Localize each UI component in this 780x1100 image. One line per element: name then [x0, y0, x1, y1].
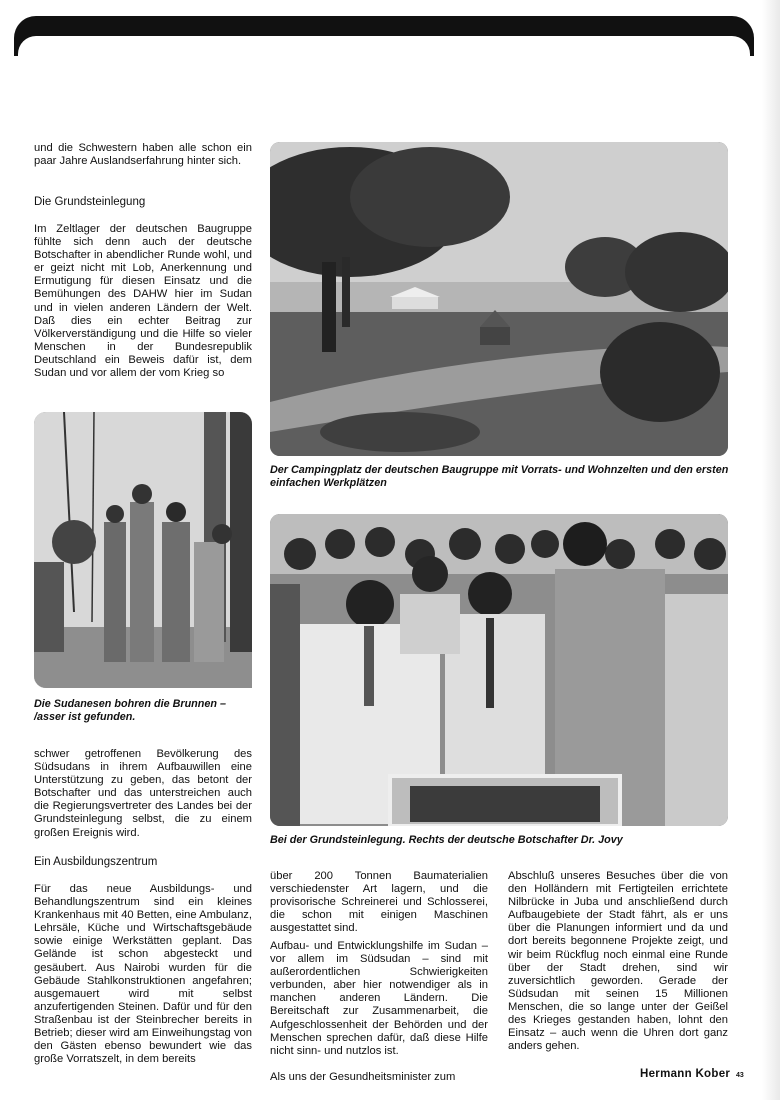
- caption-campsite: Der Campingplatz der deutschen Baugruppe mit Vorrats- und Wohnzelten und den ersten einfachen Werkplätzen: [270, 464, 729, 489]
- col2-paragraph-2: Aufbau- und Entwicklungshilfe im Sudan – vor allem im Südsudan – sind mit außerordentlichen Schwierigkeiten verbunden, aber hier notwendiger als in manchen anderen Ländern. Die Bereitschaft zur Zusammenarbeit, die Aufgeschlossenheit der Behörden und der Menschen sprechen dafür, daß diese Hilfe nicht sinn- und nutzlos ist.: [270, 940, 488, 1057]
- col2-paragraph-1: über 200 Tonnen Baumaterialien verschiedenster Art lagern, und die provisorische Schreinerei und Schlosserei, die schon mit einigen Maschinen ausgestattet sind.: [270, 870, 488, 935]
- page-number: 43: [736, 1072, 744, 1079]
- col1-paragraph-1: und die Schwestern haben alle schon ein paar Jahre Auslandserfahrung hinter sich.: [34, 142, 252, 168]
- photo-campsite: [270, 142, 728, 456]
- heading-grundsteinlegung: Die Grundsteinlegung: [34, 196, 146, 208]
- heading-ausbildungszentrum: Ein Ausbildungszentrum: [34, 856, 158, 868]
- caption-well-drilling: Die Sudanesen bohren die Brunnen – /asser ist gefunden.: [34, 698, 226, 723]
- photo-ceremony: [270, 514, 728, 826]
- col2-paragraph-3: Als uns der Gesundheitsminister zum: [270, 1071, 456, 1083]
- caption-ceremony: Bei der Grundsteinlegung. Rechts der deutsche Botschafter Dr. Jovy: [270, 834, 623, 846]
- photo-well-drilling: [34, 412, 252, 688]
- col1-paragraph-4: Für das neue Ausbildungs- und Behandlungszentrum sind ein kleines Krankenhaus mit 40 Betten, eine Ambulanz, Lehrsäle, Küche und Wirtschaftsgebäude sowie einige Werkstätten geplant. Das Gelände ist schon abgesteckt und gesäubert. Aus Nairobi wurden für die Gebäude Stahlkonstruktionen angefahren; ausgemauert wird mit selbst anzufertigenden Steinen. Dafür und für den Straßenbau ist der Steinbrecher bereits in Betrieb; dieser wird am Einweihungstag von den Gästen ebenso bewundert wie das große Vorratszelt, in dem bereits: [34, 883, 252, 1066]
- col1-paragraph-3: schwer getroffenen Bevölkerung des Südsudans in ihrem Aufbauwillen eine Unterstützung zu geben, das betont der Botschafter und das unterstreichen auch die Regierungsvertreter des Landes bei der Grundsteinlegung selbst, die zu einem großen Ereignis wird.: [34, 748, 252, 839]
- author-name: Hermann Kober: [640, 1068, 731, 1080]
- col3-paragraph-1: Abschluß unseres Besuches über die von den Holländern mit Fertigteilen errichtete Nilbrücke in Juba und anschließend durch Aufbaugebiete der Stadt fährt, als er uns über die Planungen informiert und da und dort bereits begonnene Projekte zeigt, und wir beim Rückflug noch einmal eine Runde über der Stadt drehen, sind wir zuversichtlich geworden. Gerade der Südsudan mit seinen 15 Millionen Menschen, die so lange unter der Geißel des Krieges gestanden haben, lohnt den Einsatz – auch wenn die Uhren dort ganz anders gehen.: [508, 870, 728, 1053]
- col1-paragraph-2: Im Zeltlager der deutschen Baugruppe fühlte sich denn auch der deutsche Botschafter in abendlicher Runde wohl, und er geizt nicht mit Lob, Anerkennung und Ermutigung für diesen Einsatz und die Bemühungen des DAHW hier im Sudan und in vielen anderen Ländern der Welt. Daß dies ein echter Beitrag zur Völkerverständigung und die Hilfe so vieler Menschen in der Bundesrepublik Deutschland ein Beweis dafür ist, dem Sudan und vor allem der vom Krieg so: [34, 223, 252, 380]
- page-edge-shadow: [762, 0, 780, 1100]
